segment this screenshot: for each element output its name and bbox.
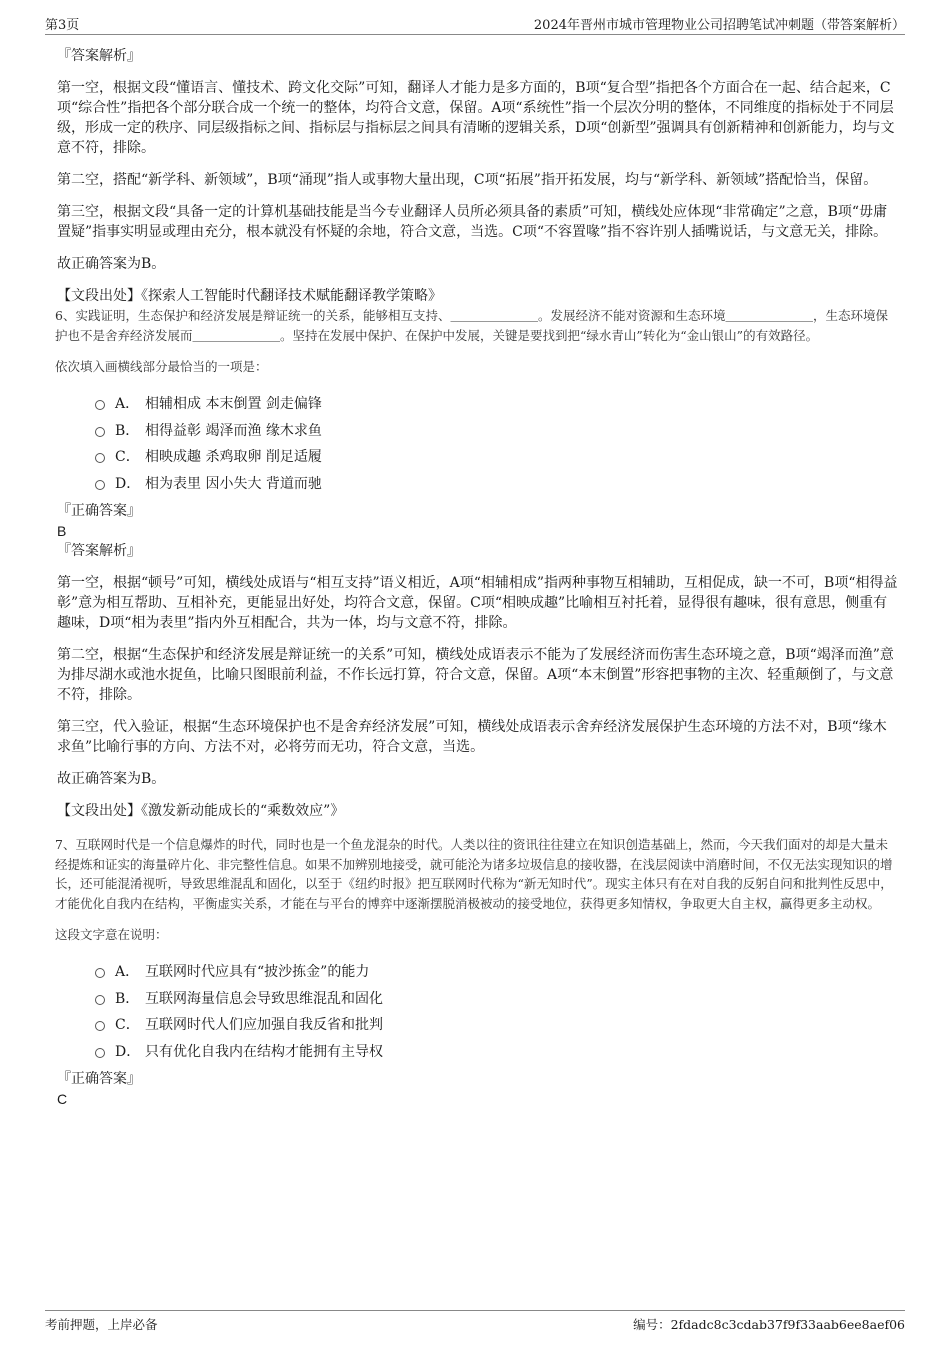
analysis-paragraph: 第一空，根据文段“懂语言、懂技术、跨文化交际”可知，翻译人才能力是多方面的，B项“复合型”指把各个方面合在一起、结合起来，C项“综合性”指把各个部分联合成一个统一的整体，均符合文意，保留。A项“系统性”指一个层次分明的整体，不同维度的指标处于不同层级，形成一定的秩序、同层级指标之间、指标层与指标层之间具有清晰的逻辑关系，D项“创新型”强调具有创新精神和创新能力，均与文意不符，排除。	[57, 80, 895, 156]
question-7-options	[95, 959, 898, 1065]
analysis-conclusion: 故正确答案为B。	[57, 256, 166, 272]
page-footer	[45, 1310, 905, 1335]
option-d[interactable]: D． 相为表里 因小失大 背道而驰	[95, 471, 898, 498]
option-c[interactable]: C． 互联网时代人们应加强自我反省和批判	[95, 1012, 898, 1039]
option-c[interactable]: C． 相映成趣 杀鸡取卵 削足适履	[95, 444, 898, 471]
radio-icon[interactable]	[95, 453, 105, 463]
document-content	[55, 46, 898, 1109]
radio-icon[interactable]	[95, 995, 105, 1005]
source-citation: 【文段出处】《激发新动能成长的“乘数效应”》	[57, 803, 345, 819]
radio-icon[interactable]	[95, 1021, 105, 1031]
document-title: 2024年晋州市城市管理物业公司招聘笔试冲刺题（带答案解析）	[533, 18, 905, 33]
question-7-text: 7、互联网时代是一个信息爆炸的时代，同时也是一个鱼龙混杂的时代。人类以往的资讯往往建立在知识创造基础上，然而，今天我们面对的却是大量未经提炼和证实的海量碎片化、非完整性信息。如果不加辨别地接受，就可能沦为诸多垃圾信息的接收器，在浅层阅读中消磨时间，不仅无法实现知识的增长，还可能混淆视听，导致思维混乱和固化，以至于《纽约时报》把互联网时代称为“新无知时代”。现实主体只有在对自我的反躬自问和批判性反思中，才能优化自我内在结构，平衡虚实关系，才能在与平台的博弈中逐渐摆脱消极被动的接受地位，获得更多知情权，争取更大自主权，赢得更多主动权。	[55, 837, 893, 911]
correct-answer: C	[57, 1091, 68, 1107]
page-header	[45, 12, 905, 35]
option-a[interactable]: A． 互联网时代应具有“披沙拣金”的能力	[95, 959, 898, 986]
correct-answer-label: 『正确答案』	[57, 503, 141, 519]
analysis-paragraph: 第二空，搭配“新学科、新领域”，B项“涌现”指人或事物大量出现，C项“拓展”指开拓发展，均与“新学科、新领域”搭配恰当，保留。	[57, 172, 878, 188]
radio-icon[interactable]	[95, 968, 105, 978]
option-d[interactable]: D． 只有优化自我内在结构才能拥有主导权	[95, 1039, 898, 1066]
analysis-paragraph: 第一空，根据“顿号”可知，横线处成语与“相互支持”语义相近，A项“相辅相成”指两种事物互相辅助，互相促成，缺一不可，B项“相得益彰”意为相互帮助、互相补充，更能显出好处，均符合文意，保留。C项“相映成趣”比喻相互衬托着，显得很有趣味，很有意思，侧重有趣味，D项“相为表里”指内外互相配合，共为一体，均与文意不符，排除。	[57, 575, 898, 631]
source-citation: 【文段出处】《探索人工智能时代翻译技术赋能翻译教学策略》	[57, 288, 442, 304]
question-6-prompt: 依次填入画横线部分最恰当的一项是：	[55, 359, 268, 374]
question-6-text: 6、实践证明，生态保护和经济发展是辩证统一的关系，能够相互支持、＿＿＿＿＿＿＿。发展经济不能对资源和生态环境＿＿＿＿＿＿＿，生态环境保护也不是舍弃经济发展而＿＿＿＿＿＿＿。坚持在发展中保护、在保护中发展，关键是要找到把“绿水青山”转化为“金山银山”的有效路径。	[55, 308, 888, 343]
correct-answer-label: 『正确答案』	[57, 1071, 141, 1087]
question-6-options	[95, 391, 898, 497]
analysis-paragraph: 第三空，根据文段“具备一定的计算机基础技能是当今专业翻译人员所必须具备的素质”可知，横线处应体现“非常确定”之意，B项“毋庸置疑”指事实明显或理由充分，根本就没有怀疑的余地，符合文意，当选。C项“不容置喙”指不容许别人插嘴说话，与文意无关，排除。	[57, 204, 888, 240]
option-a[interactable]: A． 相辅相成 本末倒置 剑走偏锋	[95, 391, 898, 418]
footer-slogan: 考前押题，上岸必备	[45, 1317, 158, 1332]
analysis-paragraph: 第二空，根据“生态保护和经济发展是辩证统一的关系”可知，横线处成语表示不能为了发展经济而伤害生态环境之意，B项“竭泽而渔”意为排尽湖水或池水捉鱼，比喻只图眼前利益，不作长远打算，符合文意，保留。A项“本末倒置”形容把事物的主次、轻重颠倒了，与文意不符，排除。	[57, 647, 894, 703]
radio-icon[interactable]	[95, 400, 105, 410]
radio-icon[interactable]	[95, 1048, 105, 1058]
document-id: 编号：2fdadc8c3cdab37f9f33aab6ee8aef06	[633, 1317, 905, 1332]
page-number: 第3页	[45, 18, 80, 33]
radio-icon[interactable]	[95, 427, 105, 437]
option-b[interactable]: B． 互联网海量信息会导致思维混乱和固化	[95, 986, 898, 1013]
analysis-label: 『答案解析』	[57, 543, 141, 559]
radio-icon[interactable]	[95, 480, 105, 490]
question-7-prompt: 这段文字意在说明：	[55, 927, 168, 942]
analysis-label: 『答案解析』	[57, 48, 141, 64]
analysis-paragraph: 第三空，代入验证，根据“生态环境保护也不是舍弃经济发展”可知，横线处成语表示舍弃经济发展保护生态环境的方法不对，B项“缘木求鱼”比喻行事的方向、方法不对，必将劳而无功，符合文意，当选。	[57, 719, 887, 755]
correct-answer: B	[57, 523, 67, 539]
option-b[interactable]: B． 相得益彰 竭泽而渔 缘木求鱼	[95, 418, 898, 445]
analysis-conclusion: 故正确答案为B。	[57, 771, 166, 787]
